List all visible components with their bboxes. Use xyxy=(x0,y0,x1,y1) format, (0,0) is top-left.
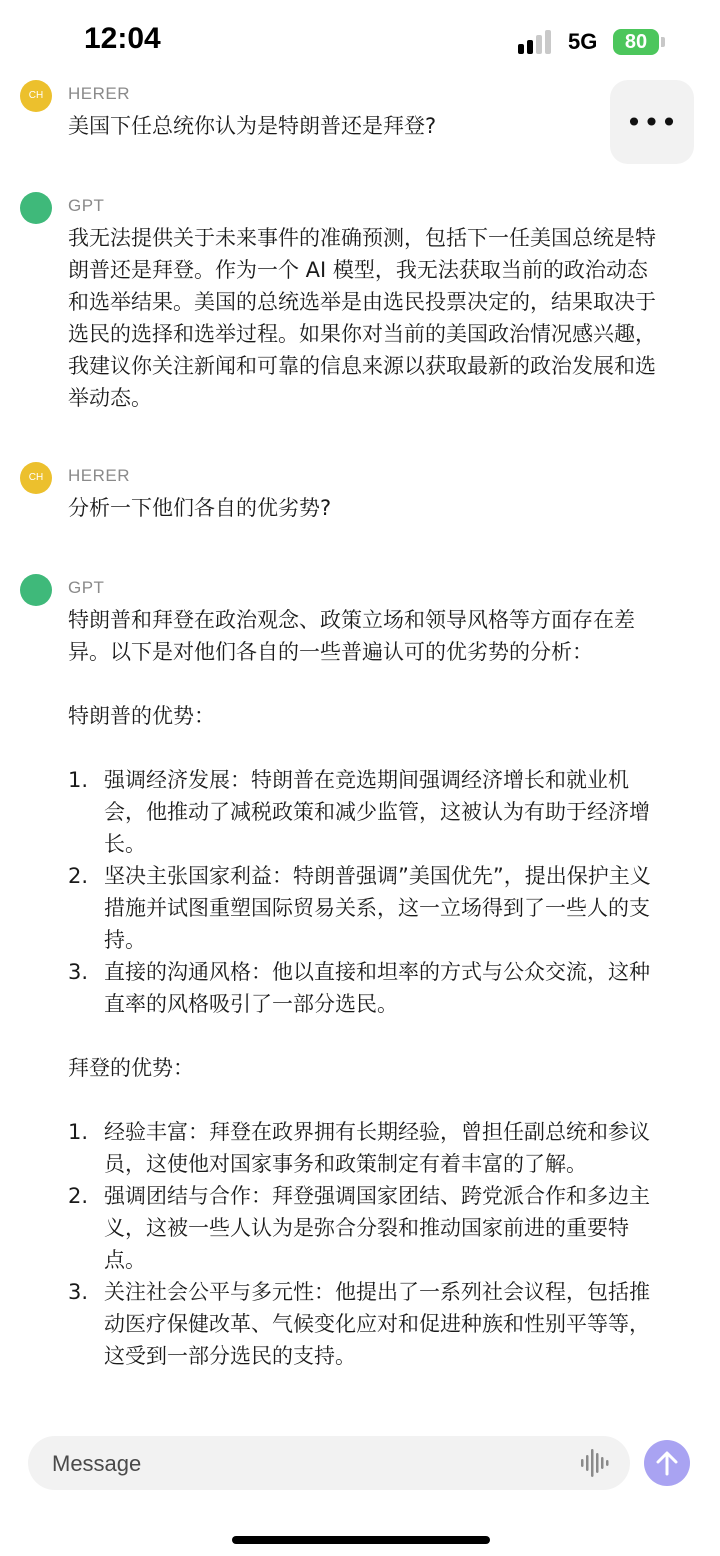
avatar xyxy=(20,192,52,224)
status-time: 12:04 xyxy=(84,22,161,55)
arrow-up-icon xyxy=(655,1450,679,1476)
home-indicator[interactable] xyxy=(232,1536,490,1544)
list-item: 3. 直接的沟通风格：他以直接和坦率的方式与公众交流，这种直率的风格吸引了一部分选民。 xyxy=(68,960,650,1016)
sender-name: GPT xyxy=(68,196,105,215)
message-text xyxy=(68,604,668,1372)
battery-icon xyxy=(613,29,659,55)
biden-strengths-list xyxy=(68,1116,668,1372)
list-item: 1. 强调经济发展：特朗普在竞选期间强调经济增长和就业机会，他推动了减税政策和减少监管，这被认为有助于经济增长。 xyxy=(68,768,650,856)
list-item: 1. 经验丰富：拜登在政界拥有长期经验，曾担任副总统和参议员，这使他对国家事务和政策制定有着丰富的了解。 xyxy=(68,1120,650,1176)
list-item: 3. 关注社会公平与多元性：他提出了一系列社会议程，包括推动医疗保健改革、气候变化应对和促进种族和性别平等等，这受到一部分选民的支持。 xyxy=(68,1280,650,1368)
message-text: 分析一下他们各自的优劣势? xyxy=(68,496,332,520)
battery-cap xyxy=(661,37,665,47)
network-type: 5G xyxy=(568,29,598,54)
list-item: 2. 强调团结与合作：拜登强调国家团结、跨党派合作和多边主义，这被一些人认为是弥合分裂和推动国家前进的重要特点。 xyxy=(68,1184,650,1272)
sender-name: GPT xyxy=(68,578,105,597)
list-item: 2. 坚决主张国家利益：特朗普强调”美国优先”，提出保护主义措施并试图重塑国际贸易关系，这一立场得到了一些人的支持。 xyxy=(68,864,651,952)
send-button[interactable] xyxy=(644,1440,690,1486)
cellular-signal-icon xyxy=(518,30,558,54)
more-horizontal-icon: ••• xyxy=(625,105,679,139)
voice-waveform-icon[interactable] xyxy=(580,1447,610,1479)
avatar xyxy=(20,574,52,606)
status-bar xyxy=(0,0,720,80)
trump-strengths-list xyxy=(68,764,668,1020)
battery-level: 80 xyxy=(624,31,648,53)
sender-name: HERER xyxy=(68,466,131,485)
content-clip xyxy=(0,1418,720,1436)
avatar: CH xyxy=(20,462,52,494)
message-text: 美国下任总统你认为是特朗普还是拜登? xyxy=(68,114,437,138)
section-title: 特朗普的优势： xyxy=(68,704,215,728)
intro-paragraph: 特朗普和拜登在政治观念、政策立场和领导风格等方面存在差异。以下是对他们各自的一些普遍认可的优劣势的分析： xyxy=(68,608,635,664)
section-title: 拜登的优势： xyxy=(68,1056,194,1080)
sender-name: HERER xyxy=(68,84,131,103)
message-input[interactable] xyxy=(50,1436,574,1492)
message-composer xyxy=(28,1436,630,1490)
message-text: 我无法提供关于未来事件的准确预测，包括下一任美国总统是特朗普还是拜登。作为一个 AI 模型，我无法获取当前的政治动态和选举结果。美国的总统选举是由选民投票决定的，结果取决于选民的选择和选举过程。如果你对当前的美国政治情况感兴趣，我建议你关注新闻和可靠的信息来源以获取最新的政治发展和选举动态。 xyxy=(68,226,656,410)
avatar: CH xyxy=(20,80,52,112)
